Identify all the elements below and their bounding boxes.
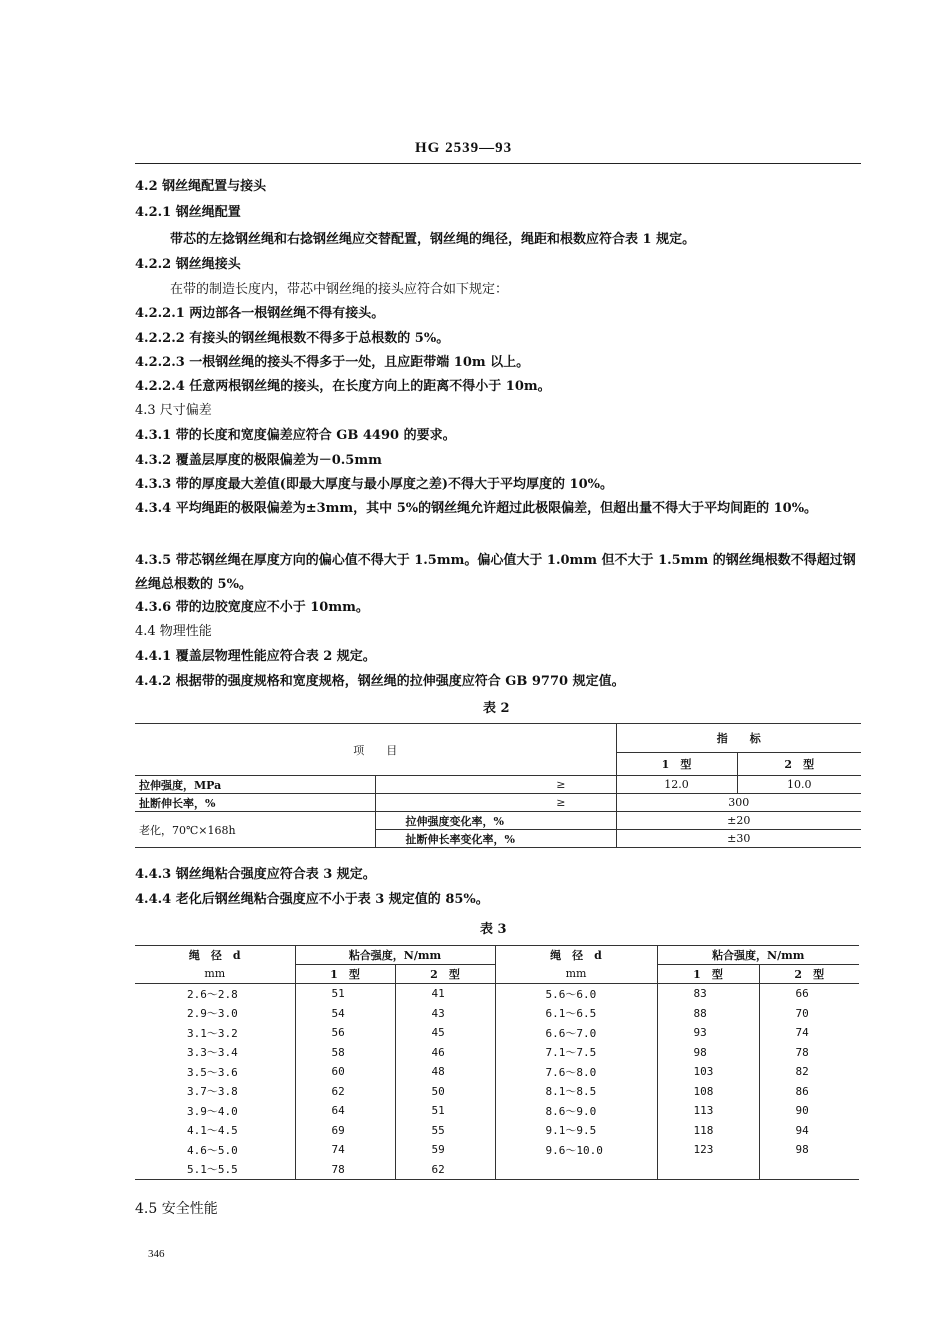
- t3-right-diameter-cell: 9.1～9.5: [495, 1121, 657, 1141]
- t3-left-type2-cell: 62: [395, 1160, 495, 1180]
- t2-aging-tensile-label: 拉伸强度变化率，%: [375, 812, 616, 830]
- t3-right-type1-cell: 83: [657, 984, 759, 1004]
- table-row: [135, 984, 859, 1004]
- t3-left-type1-cell: 58: [295, 1043, 395, 1063]
- t3-right-type2-cell: 86: [759, 1082, 859, 1102]
- table-row: [135, 776, 861, 794]
- t3-right-type2-cell: [759, 1160, 859, 1180]
- t3-left-diameter-cell: 2.9～3.0: [135, 1004, 295, 1024]
- section-4-5: 4.5 安全性能: [135, 1201, 218, 1217]
- t3-right-type1-header: 1 型: [657, 965, 759, 984]
- t3-right-diameter-cell: 5.6～6.0: [495, 984, 657, 1004]
- t3-right-unit: mm: [495, 965, 657, 984]
- t3-left-type1-cell: 62: [295, 1082, 395, 1102]
- table-2-caption: 表 2: [483, 701, 510, 716]
- standard-code-header: HG 2539—93: [415, 140, 513, 156]
- t3-right-type2-cell: 78: [759, 1043, 859, 1063]
- t2-aging-elongation-value: ±30: [616, 830, 861, 848]
- t3-left-type2-header: 2 型: [395, 965, 495, 984]
- section-4-4-4: 4.4.4 老化后钢丝绳粘合强度应不小于表 3 规定值的 85%。: [135, 892, 489, 907]
- t3-right-diameter-cell: 8.6～9.0: [495, 1101, 657, 1121]
- section-4-3: 4.3 尺寸偏差: [135, 403, 212, 418]
- t3-left-type2-cell: 50: [395, 1082, 495, 1102]
- t3-left-diameter-cell: 5.1～5.5: [135, 1160, 295, 1180]
- table-row: [135, 1160, 859, 1180]
- t3-left-type2-cell: 59: [395, 1140, 495, 1160]
- t3-right-diameter-cell: 7.6～8.0: [495, 1062, 657, 1082]
- t3-left-type1-cell: 56: [295, 1023, 395, 1043]
- section-4-2-1: 4.2.1 钢丝绳配置: [135, 205, 241, 220]
- table-3: [135, 945, 859, 1180]
- section-4-2-1-text: 带芯的左捻钢丝绳和右捻钢丝绳应交替配置，钢丝绳的绳径，绳距和根数应符合表 1 规定。: [170, 232, 696, 247]
- t3-right-type1-cell: 88: [657, 1004, 759, 1024]
- section-4-3-4: 4.3.4 平均绳距的极限偏差为±3mm，其中 5%的钢丝绳允许超过此极限偏差，但超出量不得大于平均间距的 10%。: [135, 501, 818, 516]
- t3-right-adhesion-header: 粘合强度，N/mm: [657, 946, 859, 965]
- t3-left-diameter-cell: 3.7～3.8: [135, 1082, 295, 1102]
- table-row: [135, 1062, 859, 1082]
- t3-left-adhesion-header: 粘合强度，N/mm: [295, 946, 495, 965]
- t3-left-diameter-cell: 3.1～3.2: [135, 1023, 295, 1043]
- section-4-2-2-text: 在带的制造长度内，带芯中钢丝绳的接头应符合如下规定：: [170, 282, 509, 297]
- t3-left-diameter-cell: 4.6～5.0: [135, 1140, 295, 1160]
- section-4-2: 4.2 钢丝绳配置与接头: [135, 179, 267, 194]
- t3-left-type1-cell: 60: [295, 1062, 395, 1082]
- t3-right-type1-cell: 118: [657, 1121, 759, 1141]
- t3-left-type1-cell: 78: [295, 1160, 395, 1180]
- t2-tensile-label: 拉伸强度，MPa: [135, 776, 375, 794]
- t3-left-unit: mm: [135, 965, 295, 984]
- t2-tensile-type2: 10.0: [737, 776, 861, 794]
- t3-right-type2-cell: 70: [759, 1004, 859, 1024]
- section-4-2-2-4: 4.2.2.4 任意两根钢丝绳的接头，在长度方向上的距离不得小于 10m。: [135, 379, 551, 394]
- table-2: [135, 723, 861, 848]
- t3-left-diameter-header: 绳 径 d: [135, 946, 295, 965]
- t3-right-diameter-header: 绳 径 d: [495, 946, 657, 965]
- section-4-4: 4.4 物理性能: [135, 624, 212, 639]
- section-4-4-2: 4.4.2 根据带的强度规格和宽度规格，钢丝绳的拉伸强度应符合 GB 9770 规定值。: [135, 674, 625, 689]
- t3-right-diameter-cell: 6.6～7.0: [495, 1023, 657, 1043]
- t3-left-type2-cell: 43: [395, 1004, 495, 1024]
- header-rule: [135, 163, 861, 164]
- t3-left-type1-cell: 74: [295, 1140, 395, 1160]
- t2-tensile-type1: 12.0: [616, 776, 737, 794]
- table-row: [135, 1140, 859, 1160]
- t3-left-type1-cell: 51: [295, 984, 395, 1004]
- t3-right-type1-cell: 113: [657, 1101, 759, 1121]
- t3-right-diameter-cell: 7.1～7.5: [495, 1043, 657, 1063]
- t3-left-type1-cell: 64: [295, 1101, 395, 1121]
- t3-right-type2-cell: 90: [759, 1101, 859, 1121]
- section-4-4-3: 4.4.3 钢丝绳粘合强度应符合表 3 规定。: [135, 867, 376, 882]
- table-row: [135, 1082, 859, 1102]
- t2-elongation-label: 扯断伸长率，%: [135, 794, 375, 812]
- t3-left-diameter-cell: 2.6～2.8: [135, 984, 295, 1004]
- t3-right-diameter-cell: [495, 1160, 657, 1180]
- t3-right-diameter-cell: 9.6～10.0: [495, 1140, 657, 1160]
- t2-item-header: 项 目: [135, 724, 616, 776]
- t3-left-type1-header: 1 型: [295, 965, 395, 984]
- page-number: 346: [148, 1248, 165, 1260]
- table-row: [135, 1043, 859, 1063]
- t3-left-type1-cell: 54: [295, 1004, 395, 1024]
- t3-right-type1-cell: 98: [657, 1043, 759, 1063]
- t3-right-type1-cell: 108: [657, 1082, 759, 1102]
- t3-right-type2-cell: 66: [759, 984, 859, 1004]
- t3-left-type2-cell: 41: [395, 984, 495, 1004]
- t2-aging-tensile-value: ±20: [616, 812, 861, 830]
- t3-body: [135, 984, 859, 1180]
- section-4-3-6: 4.3.6 带的边胶宽度应不小于 10mm。: [135, 600, 369, 615]
- t3-right-type2-cell: 82: [759, 1062, 859, 1082]
- t3-right-type2-header: 2 型: [759, 965, 859, 984]
- t3-left-diameter-cell: 3.5～3.6: [135, 1062, 295, 1082]
- t3-left-type2-cell: 46: [395, 1043, 495, 1063]
- section-4-3-5: 4.3.5 带芯钢丝绳在厚度方向的偏心值不得大于 1.5mm。偏心值大于 1.0mm 但不大于 1.5mm 的钢丝绳根数不得超过钢丝绳总根数的 5%。: [135, 553, 856, 592]
- section-4-3-3: 4.3.3 带的厚度最大差值(即最大厚度与最小厚度之差)不得大于平均厚度的 10%。: [135, 477, 613, 492]
- t3-right-type1-cell: 93: [657, 1023, 759, 1043]
- t2-elongation-op: ≥: [375, 794, 616, 812]
- t3-right-type2-cell: 94: [759, 1121, 859, 1141]
- section-4-2-2-3: 4.2.2.3 一根钢丝绳的接头不得多于一处，且应距带端 10m 以上。: [135, 355, 530, 370]
- t3-left-type2-cell: 48: [395, 1062, 495, 1082]
- section-4-2-2: 4.2.2 钢丝绳接头: [135, 257, 241, 272]
- section-4-3-2: 4.3.2 覆盖层厚度的极限偏差为－0.5mm: [135, 453, 382, 468]
- t3-right-type1-cell: [657, 1160, 759, 1180]
- section-4-4-1: 4.4.1 覆盖层物理性能应符合表 2 规定。: [135, 649, 376, 664]
- section-4-2-2-1: 4.2.2.1 两边部各一根钢丝绳不得有接头。: [135, 306, 385, 321]
- t3-right-diameter-cell: 8.1～8.5: [495, 1082, 657, 1102]
- t2-tensile-op: ≥: [375, 776, 616, 794]
- t2-aging-elongation-label: 扯断伸长率变化率，%: [375, 830, 616, 848]
- t3-right-diameter-cell: 6.1～6.5: [495, 1004, 657, 1024]
- table-row: [135, 1121, 859, 1141]
- t3-left-diameter-cell: 4.1～4.5: [135, 1121, 295, 1141]
- t3-left-type1-cell: 69: [295, 1121, 395, 1141]
- t2-type2-header: 2 型: [737, 753, 861, 776]
- t2-index-header: 指 标: [616, 724, 861, 753]
- table-row: [135, 1023, 859, 1043]
- t2-aging-label: 老化，70℃×168h: [135, 812, 375, 848]
- t3-left-type2-cell: 45: [395, 1023, 495, 1043]
- t3-left-type2-cell: 51: [395, 1101, 495, 1121]
- table-3-caption: 表 3: [480, 922, 507, 937]
- section-4-3-1: 4.3.1 带的长度和宽度偏差应符合 GB 4490 的要求。: [135, 428, 456, 443]
- table-row: [135, 1101, 859, 1121]
- t3-right-type2-cell: 98: [759, 1140, 859, 1160]
- t3-left-diameter-cell: 3.9～4.0: [135, 1101, 295, 1121]
- t2-elongation-value: 300: [616, 794, 861, 812]
- t3-left-diameter-cell: 3.3～3.4: [135, 1043, 295, 1063]
- table-row: [135, 794, 861, 812]
- section-4-2-2-2: 4.2.2.2 有接头的钢丝绳根数不得多于总根数的 5%。: [135, 331, 450, 346]
- t3-right-type1-cell: 103: [657, 1062, 759, 1082]
- t3-left-type2-cell: 55: [395, 1121, 495, 1141]
- table-row: [135, 812, 861, 830]
- t2-type1-header: 1 型: [616, 753, 737, 776]
- table-row: [135, 1004, 859, 1024]
- t3-right-type1-cell: 123: [657, 1140, 759, 1160]
- t3-right-type2-cell: 74: [759, 1023, 859, 1043]
